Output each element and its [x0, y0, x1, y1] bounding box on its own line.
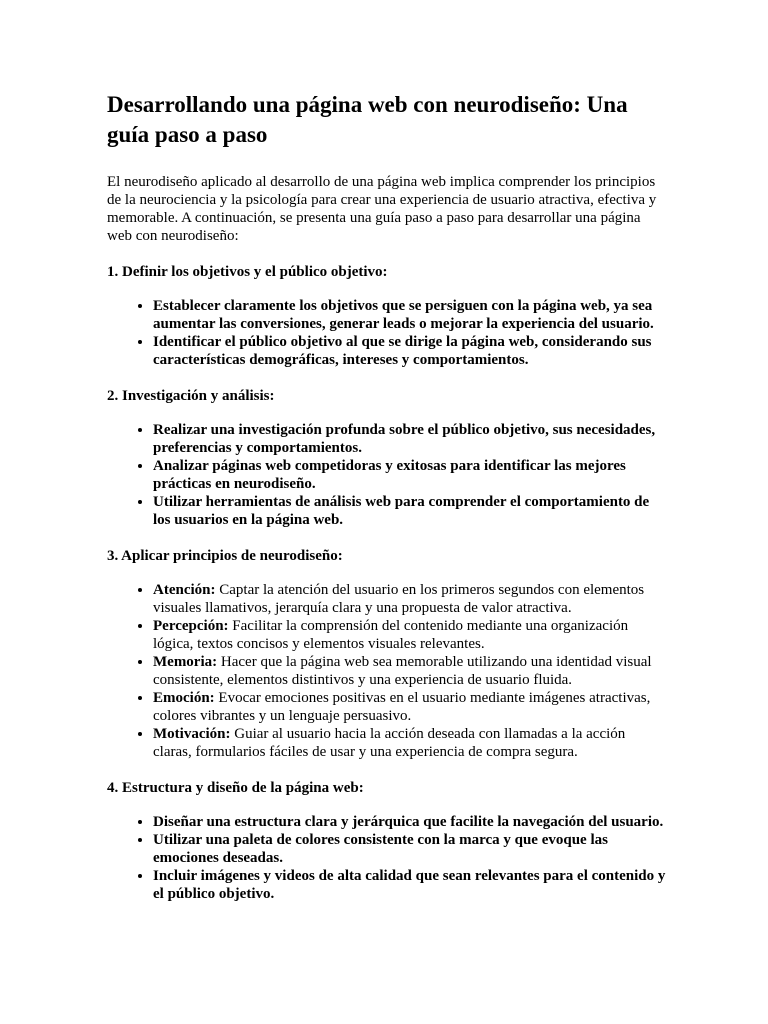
- list-item: [153, 653, 667, 689]
- list-item: • Utilizar herramientas de análisis web para comprender el comportamiento de los usuarios en la página web.: [153, 493, 667, 529]
- list-item: [153, 725, 667, 761]
- principle-text: Hacer que la página web sea memorable utilizando una identidad visual consistente, elementos distintivos y una experiencia de usuario fluida.: [153, 654, 652, 688]
- list-item: • Identificar el público objetivo al que se dirige la página web, considerando sus características demográficas, intereses y comportamientos.: [153, 333, 667, 369]
- intro-paragraph: El neurodiseño aplicado al desarrollo de una página web implica comprender los principios de la neurociencia y la psicología para crear una experiencia de usuario atractiva, efectiva y memorable. A continuación, se presenta una guía paso a paso para desarrollar una página web con neurodiseño:: [107, 174, 657, 244]
- list-item: • Diseñar una estructura clara y jerárquica que facilite la navegación del usuario.: [153, 813, 667, 831]
- document-title: Desarrollando una página web con neurodiseño: Una guía paso a paso: [107, 92, 628, 147]
- list-item: [153, 581, 667, 617]
- list-item: • Analizar páginas web competidoras y exitosas para identificar las mejores prácticas en neurodiseño.: [153, 457, 667, 493]
- list-item: [153, 617, 667, 653]
- section-heading-research: 2. Investigación y análisis:: [107, 388, 275, 404]
- principle-term: Emoción:: [153, 690, 215, 706]
- principles-list: [107, 581, 667, 761]
- principle-text: Captar la atención del usuario en los primeros segundos con elementos visuales llamativos, jerarquía clara y una propuesta de valor atractiva.: [153, 582, 645, 616]
- section-heading-objectives: 1. Definir los objetivos y el público objetivo:: [107, 264, 388, 280]
- list-item: • Utilizar una paleta de colores consistente con la marca y que evoque las emociones deseadas.: [153, 831, 667, 867]
- principle-term: Percepción:: [153, 618, 229, 634]
- principle-term: Motivación:: [153, 726, 231, 742]
- list-item: • Establecer claramente los objetivos que se persiguen con la página web, ya sea aumentar las conversiones, generar leads o mejorar la experiencia del usuario.: [153, 297, 667, 333]
- document-page: [107, 90, 667, 921]
- principle-term: Memoria:: [153, 654, 218, 670]
- research-list: [107, 421, 667, 529]
- principle-text: Guiar al usuario hacia la acción deseada con llamadas a la acción claras, formularios fáciles de usar y una experiencia de compra segura.: [153, 726, 626, 760]
- list-item: [153, 689, 667, 725]
- list-item: • Realizar una investigación profunda sobre el público objetivo, sus necesidades, preferencias y comportamientos.: [153, 421, 667, 457]
- structure-list: [107, 813, 667, 903]
- objectives-list: [107, 297, 667, 369]
- section-heading-structure: 4. Estructura y diseño de la página web:: [107, 780, 364, 796]
- principle-term: Atención:: [153, 582, 216, 598]
- section-heading-principles: 3. Aplicar principios de neurodiseño:: [107, 548, 343, 564]
- list-item: • Incluir imágenes y videos de alta calidad que sean relevantes para el contenido y el público objetivo.: [153, 867, 667, 903]
- principle-text: Facilitar la comprensión del contenido mediante una organización lógica, textos concisos y elementos visuales relevantes.: [153, 618, 629, 652]
- principle-text: Evocar emociones positivas en el usuario mediante imágenes atractivas, colores vibrantes y un lenguaje persuasivo.: [153, 690, 651, 724]
